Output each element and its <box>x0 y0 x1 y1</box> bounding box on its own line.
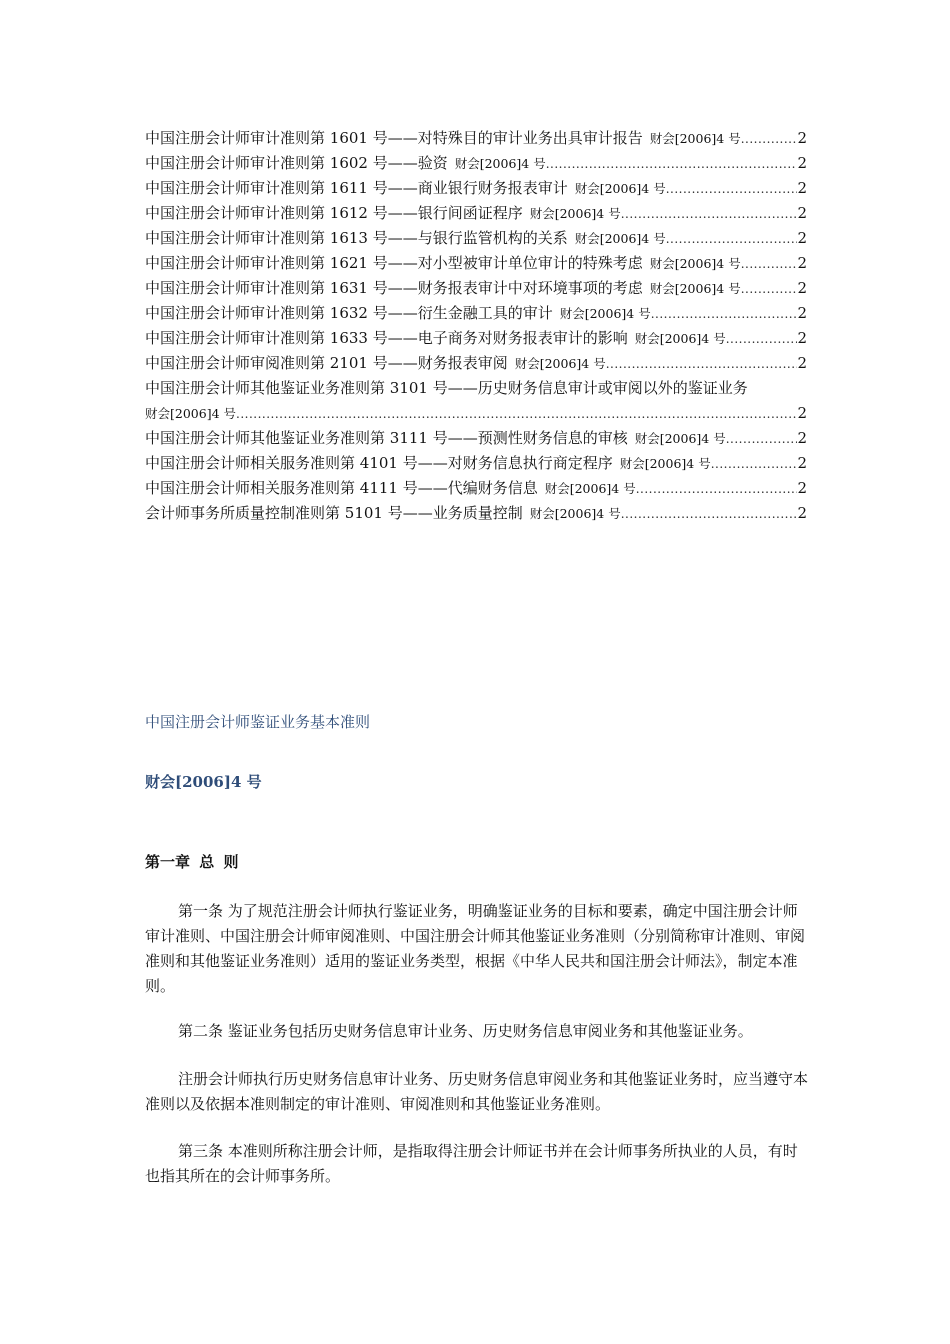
toc-entry-wrapped[interactable] <box>145 376 807 401</box>
toc-entry[interactable] <box>145 326 807 351</box>
toc-entry[interactable] <box>145 176 807 201</box>
toc-entry-title: 会计师事务所质量控制准则第 5101 号——业务质量控制 <box>145 504 523 522</box>
toc-entry[interactable] <box>145 276 807 301</box>
toc-entry[interactable] <box>145 451 807 476</box>
toc-entry-title: 中国注册会计师其他鉴证业务准则第 3101 号——历史财务信息审计或审阅以外的鉴证业务 <box>145 379 748 397</box>
toc-entry[interactable] <box>145 251 807 276</box>
toc-leader-dots <box>726 327 798 351</box>
toc-entry[interactable] <box>145 476 807 501</box>
toc-entry-page: 2 <box>797 279 807 297</box>
toc-leader-dots <box>606 352 798 376</box>
toc-leader-dots <box>666 227 798 251</box>
toc-leader-dots <box>741 127 798 151</box>
toc-entry-title: 中国注册会计师审计准则第 1632 号——衍生金融工具的审计 <box>145 304 553 322</box>
toc-leader-dots <box>636 477 798 501</box>
toc-entry[interactable] <box>145 151 807 176</box>
toc-entry-doc-number: 财会[2006]4 号 <box>529 206 621 221</box>
toc-entry-doc-number: 财会[2006]4 号 <box>559 306 651 321</box>
article-paragraph: 注册会计师执行历史财务信息审计业务、历史财务信息审阅业务和其他鉴证业务时，应当遵守本准则以及依据本准则制定的审计准则、审阅准则和其他鉴证业务准则。 <box>145 1070 809 1113</box>
toc-entry-page: 2 <box>797 354 807 372</box>
toc-entry[interactable] <box>145 201 807 226</box>
toc-entry-doc-number: 财会[2006]4 号 <box>634 431 726 446</box>
article-paragraph: 第三条 本准则所称注册会计师，是指取得注册会计师证书并在会计师事务所执业的人员，有时也指其所在的会计师事务所。 <box>145 1142 798 1185</box>
toc-entry-title: 中国注册会计师审计准则第 1631 号——财务报表审计中对环境事项的考虑 <box>145 279 643 297</box>
toc-leader-dots <box>711 452 798 476</box>
toc-entry-title: 中国注册会计师审计准则第 1621 号——对小型被审计单位审计的特殊考虑 <box>145 254 643 272</box>
toc-entry-page: 2 <box>797 204 807 222</box>
toc-entry-title: 中国注册会计师审阅准则第 2101 号——财务报表审阅 <box>145 354 508 372</box>
toc-entry-doc-number: 财会[2006]4 号 <box>544 481 636 496</box>
toc-entry-title: 中国注册会计师审计准则第 1612 号——银行间函证程序 <box>145 204 523 222</box>
toc-leader-dots <box>546 152 798 176</box>
toc-entry[interactable] <box>145 351 807 376</box>
toc-entry-page: 2 <box>797 304 807 322</box>
toc-entry-page: 2 <box>797 154 807 172</box>
toc-entry-page: 2 <box>797 404 807 422</box>
toc-entry-doc-number: 财会[2006]4 号 <box>514 356 606 371</box>
toc-entry-page: 2 <box>797 229 807 247</box>
toc-entry-page: 2 <box>797 479 807 497</box>
toc-entry-title: 中国注册会计师审计准则第 1611 号——商业银行财务报表审计 <box>145 179 568 197</box>
toc-leader-dots <box>621 202 798 226</box>
toc-entry-doc-number: 财会[2006]4 号 <box>634 331 726 346</box>
toc-entry-doc-number: 财会[2006]4 号 <box>649 131 741 146</box>
toc-entry-doc-number: 财会[2006]4 号 <box>574 231 666 246</box>
toc-entry-title: 中国注册会计师审计准则第 1633 号——电子商务对财务报表审计的影响 <box>145 329 628 347</box>
document-number: 财会[2006]4 号 <box>145 773 262 791</box>
table-of-contents <box>145 126 807 526</box>
toc-entry-doc-number: 财会[2006]4 号 <box>619 456 711 471</box>
document-title: 中国注册会计师鉴证业务基本准则 <box>145 713 371 731</box>
toc-leader-dots <box>741 252 798 276</box>
toc-entry-title: 中国注册会计师相关服务准则第 4111 号——代编财务信息 <box>145 479 538 497</box>
toc-entry-page: 2 <box>797 329 807 347</box>
toc-entry-doc-number: 财会[2006]4 号 <box>649 281 741 296</box>
article-paragraph: 第二条 鉴证业务包括历史财务信息审计业务、历史财务信息审阅业务和其他鉴证业务。 <box>178 1022 753 1040</box>
toc-entry[interactable] <box>145 501 807 526</box>
toc-leader-dots <box>621 502 798 526</box>
toc-entry-page: 2 <box>797 179 807 197</box>
toc-entry-title: 中国注册会计师审计准则第 1613 号——与银行监管机构的关系 <box>145 229 568 247</box>
toc-entry-wrapped-continuation[interactable] <box>145 401 807 426</box>
toc-entry-title: 中国注册会计师审计准则第 1601 号——对特殊目的审计业务出具审计报告 <box>145 129 643 147</box>
toc-entry-page: 2 <box>797 504 807 522</box>
toc-entry[interactable] <box>145 226 807 251</box>
toc-entry-doc-number: 财会[2006]4 号 <box>454 156 546 171</box>
chapter-heading: 第一章 总 则 <box>145 853 239 871</box>
toc-entry-title: 中国注册会计师审计准则第 1602 号——验资 <box>145 154 448 172</box>
toc-entry-doc-number: 财会[2006]4 号 <box>145 406 236 421</box>
toc-entry-doc-number: 财会[2006]4 号 <box>574 181 666 196</box>
toc-entry-page: 2 <box>797 454 807 472</box>
toc-leader-dots <box>666 177 798 201</box>
toc-entry-doc-number: 财会[2006]4 号 <box>649 256 741 271</box>
toc-entry-page: 2 <box>797 429 807 447</box>
toc-entry-page: 2 <box>797 129 807 147</box>
toc-entry-title: 中国注册会计师其他鉴证业务准则第 3111 号——预测性财务信息的审核 <box>145 429 628 447</box>
toc-entry-doc-number: 财会[2006]4 号 <box>529 506 621 521</box>
toc-entry-title: 中国注册会计师相关服务准则第 4101 号——对财务信息执行商定程序 <box>145 454 613 472</box>
toc-leader-dots <box>651 302 798 326</box>
toc-entry[interactable] <box>145 126 807 151</box>
toc-entry[interactable] <box>145 426 807 451</box>
toc-entry-page: 2 <box>797 254 807 272</box>
article-paragraph: 第一条 为了规范注册会计师执行鉴证业务，明确鉴证业务的目标和要素，确定中国注册会计师审计准则、中国注册会计师审阅准则、中国注册会计师其他鉴证业务准则（分别简称审计准则、审阅准则和其他鉴证业务准则）适用的鉴证业务类型，根据《中华人民共和国注册会计师法》，制定本准则。 <box>145 902 806 995</box>
toc-entry[interactable] <box>145 301 807 326</box>
toc-leader-dots <box>236 402 797 426</box>
toc-leader-dots <box>726 427 798 451</box>
toc-leader-dots <box>741 277 798 301</box>
